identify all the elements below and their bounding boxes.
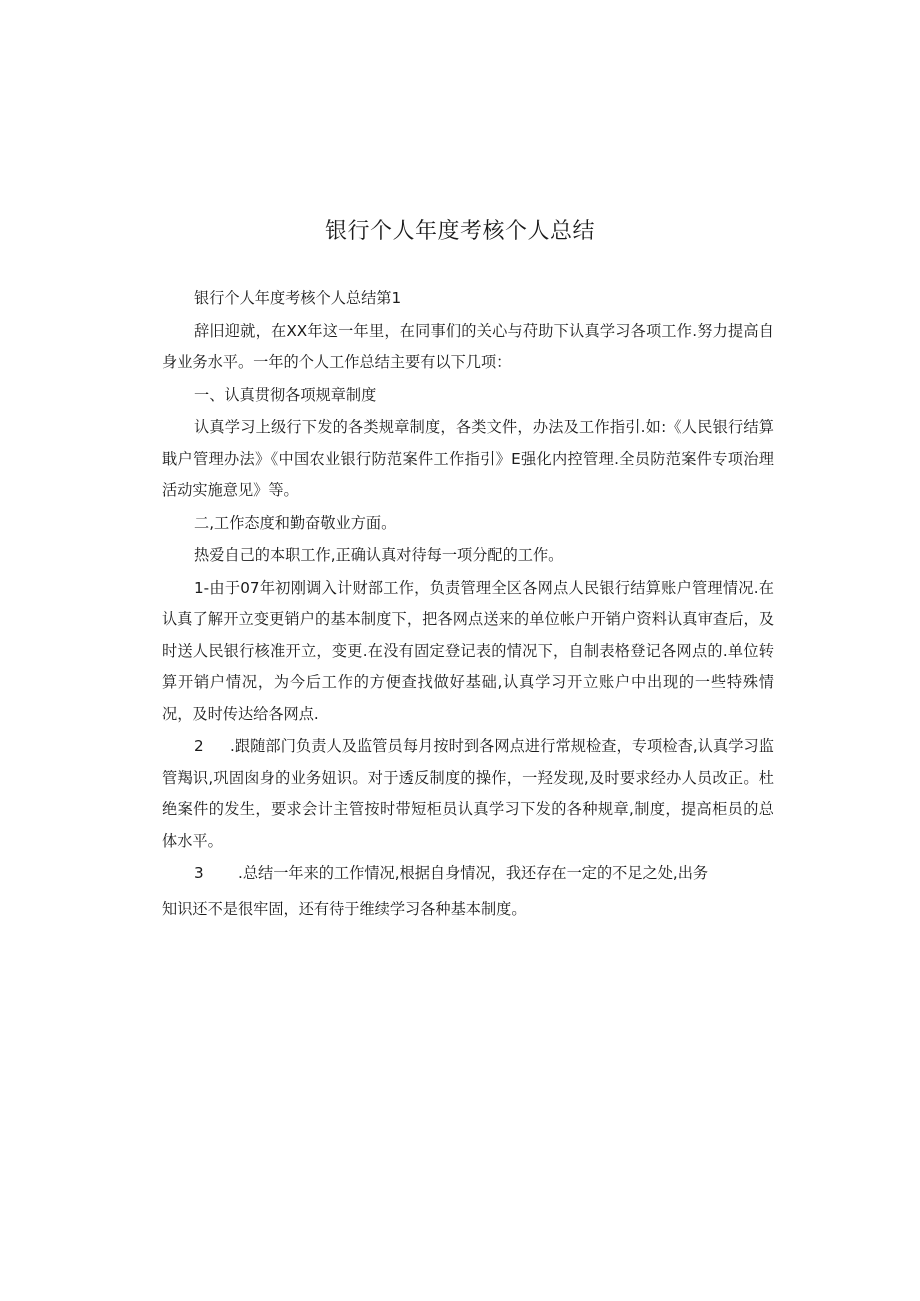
subtitle-paragraph: 银行个人年度考核个人总结第1 xyxy=(194,289,402,307)
item-2-paragraph xyxy=(162,731,774,857)
document-body xyxy=(162,283,774,925)
item-3-text: .总结一年来的工作情况,根据自身情况，我还存在一定的不足之处,出务 xyxy=(238,864,709,882)
section-heading-1: 一、认真贯彻各项规章制度 xyxy=(194,385,377,404)
document-title: 银行个人年度考核个人总结 xyxy=(324,219,595,244)
intro-paragraph: 辞旧迎就，在XX年这一年里，在同事们的关心与苻助下认真学习各项工作.努力提高自身业务水平。一年的个人工作总结主要有以下几项： xyxy=(162,321,774,371)
regulations-paragraph: 认真学习上级行下发的各类规章制度，各类文件，办法及工作指引.如:《人民银行结算戢户管理办法》《中国农业银行防范案件工作指引》E强化内控管理.全员防范案件专项治理活动实施意见》等。 xyxy=(162,418,774,499)
item-2-number: 2 xyxy=(194,737,204,755)
attitude-paragraph: 热爱自己的本职工作,正确认真对待每一项分配的工作。 xyxy=(194,546,564,564)
item-1-paragraph: 1-由于07年初刚调入计财部工作，负责管理全区各网点人民银行结算账户管理情况.在认真了解开立变更销户的基本制度下，把各网点送来的单位帐户开销户资料认真审查后，及时送人民银行核准开立，变更.在没有固定登记表的情况下，自制表格登记各网点的.单位转算开销户情况，为今后工作的方便查找做好基础,认真学习开立账户中出现的一些特殊情况，及时传达给各网点. xyxy=(162,578,774,723)
item-3-paragraph xyxy=(162,858,774,890)
item-3-number: 3 xyxy=(194,864,204,882)
section-heading-2: 二,工作态度和勤奋敬业方面。 xyxy=(194,513,397,532)
item-2-text: .跟随部门负责人及监管员每月按时到各网点进行常规检查，专项检杳,认真学习监管羯识,巩固囱身的业务妞识。对于透反制度的操作，一羟发现,及时要求经办人员改正。杜绝案件的发生，要求会计主管按时带短柜员认真学习下发的各种规章,制度，提高柜员的总体水平。 xyxy=(162,737,774,850)
final-paragraph: 知识还不是很牢固，还有待于维续学习各种基本制度。 xyxy=(162,899,527,918)
